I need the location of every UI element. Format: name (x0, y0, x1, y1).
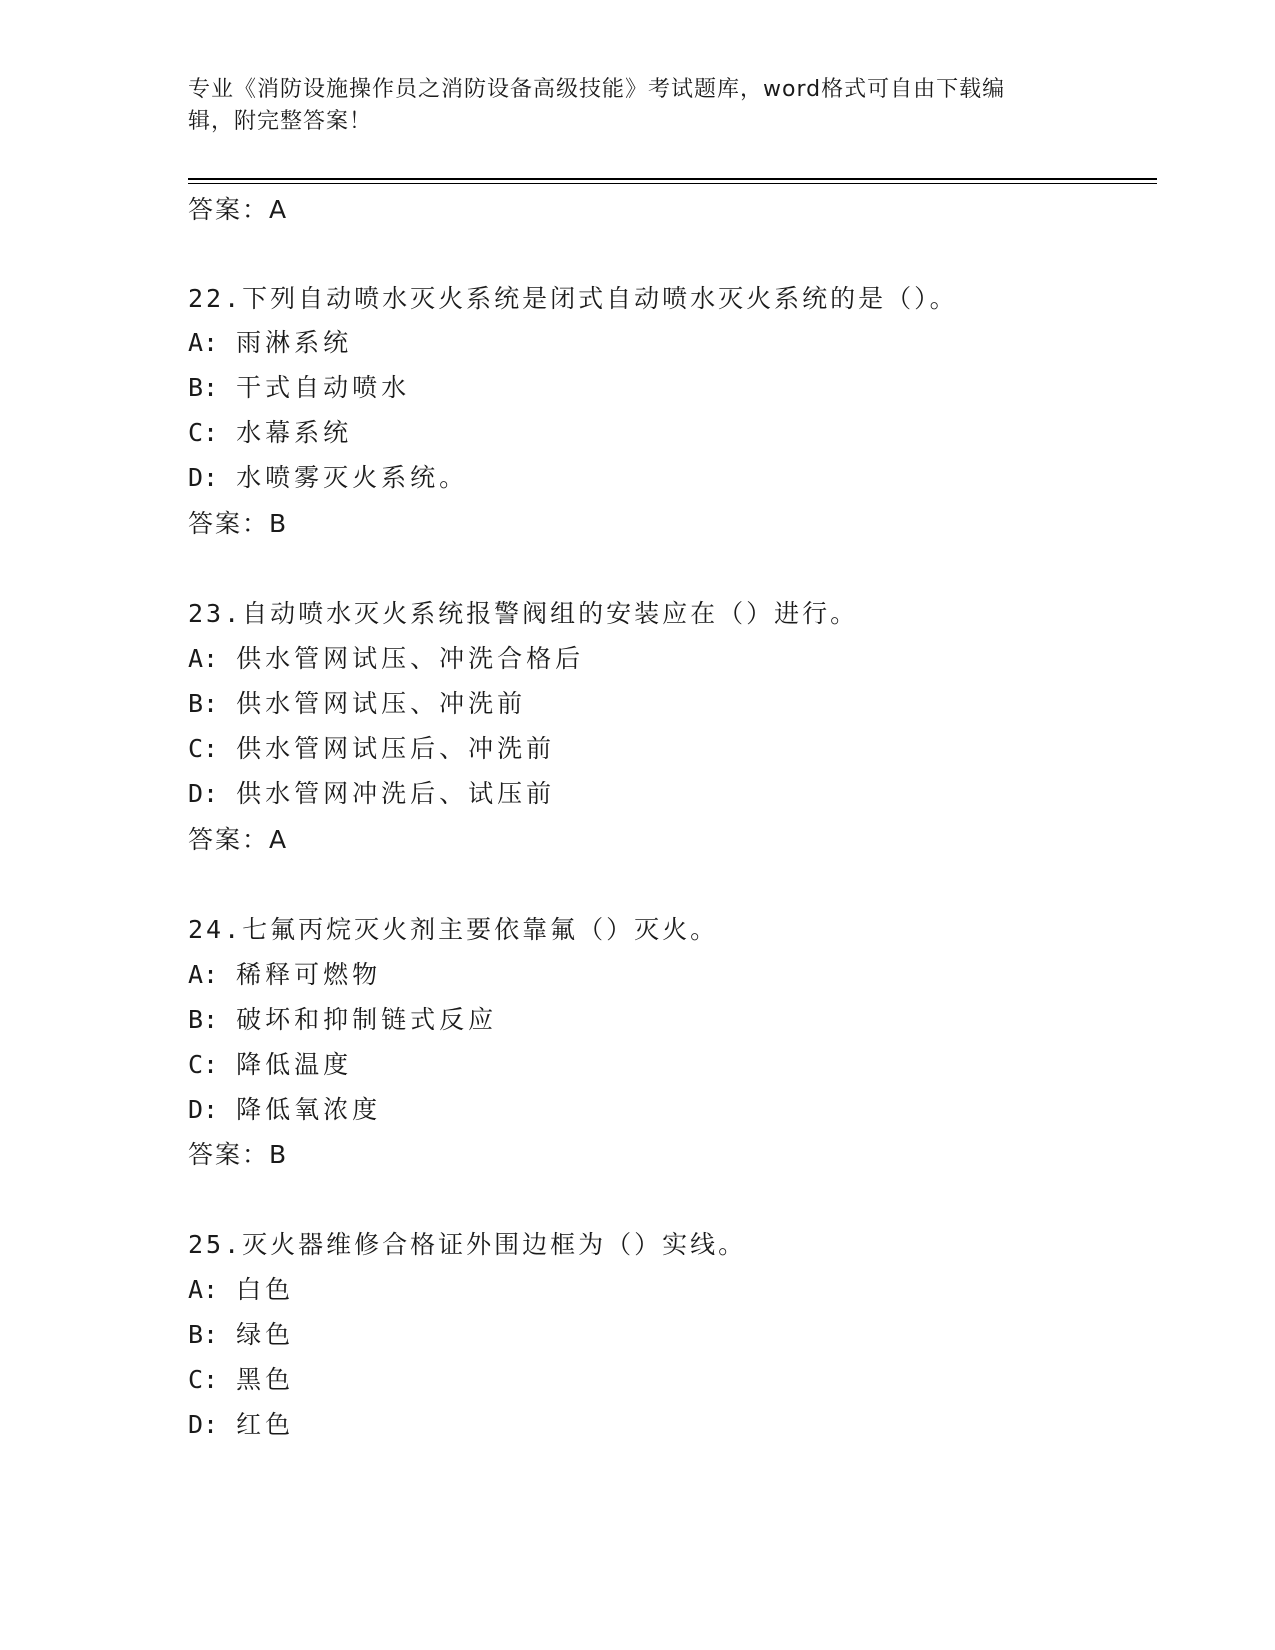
option-letter: C: (188, 1365, 219, 1394)
option-letter: B: (188, 1320, 219, 1349)
header-line-2: 辑，附完整答案！ (188, 109, 373, 134)
question-23-stem: 23.自动喷水灭火系统报警阀组的安装应在（）进行。 (188, 599, 859, 628)
question-25-stem: 25.灭火器维修合格证外围边框为（）实线。 (188, 1230, 747, 1259)
question-25-option-d (188, 1408, 294, 1442)
question-24-option-c (188, 1048, 352, 1082)
option-text: 破坏和抑制链式反应 (236, 1005, 498, 1034)
question-22-answer: 答案：B (188, 509, 289, 538)
option-text: 绿色 (236, 1320, 295, 1349)
option-letter: B: (188, 689, 219, 718)
option-text: 降低氧浓度 (236, 1095, 382, 1124)
option-text: 水幕系统 (236, 418, 353, 447)
option-letter: A: (188, 1275, 219, 1304)
option-text: 降低温度 (236, 1050, 353, 1079)
option-letter: A: (188, 328, 219, 357)
question-24-option-d (188, 1093, 381, 1127)
question-24-option-a (188, 958, 381, 992)
document-header (188, 74, 1068, 138)
option-text: 黑色 (236, 1365, 295, 1394)
question-22-option-d (188, 461, 468, 495)
option-text: 水喷雾灭火系统。 (236, 463, 469, 492)
question-24-option-b (188, 1003, 497, 1037)
option-letter: C: (188, 1050, 219, 1079)
option-letter: A: (188, 960, 219, 989)
option-text: 供水管网试压后、冲洗前 (236, 734, 556, 763)
option-letter: D: (188, 779, 219, 808)
option-text: 红色 (236, 1410, 295, 1439)
option-letter: C: (188, 734, 219, 763)
question-25-option-c (188, 1363, 294, 1397)
option-letter: B: (188, 1005, 219, 1034)
option-text: 稀释可燃物 (236, 960, 382, 989)
option-letter: D: (188, 1095, 219, 1124)
option-letter: D: (188, 463, 219, 492)
question-22-option-a (188, 326, 352, 360)
question-22-option-b (188, 371, 410, 405)
option-text: 雨淋系统 (236, 328, 353, 357)
option-letter: A: (188, 644, 219, 673)
option-letter: B: (188, 373, 219, 402)
question-25-option-b (188, 1318, 294, 1352)
option-text: 白色 (236, 1275, 295, 1304)
question-24-answer: 答案：B (188, 1140, 289, 1169)
option-text: 干式自动喷水 (236, 373, 411, 402)
question-23-option-c (188, 732, 555, 766)
question-22-option-c (188, 416, 352, 450)
question-23-option-d (188, 777, 555, 811)
option-text: 供水管网冲洗后、试压前 (236, 779, 556, 808)
header-divider-thin (188, 183, 1157, 184)
option-text: 供水管网试压、冲洗合格后 (236, 644, 585, 673)
option-letter: C: (188, 418, 219, 447)
question-23-option-a (188, 642, 584, 676)
option-text: 供水管网试压、冲洗前 (236, 689, 527, 718)
answer-line: 答案：A (188, 195, 289, 224)
question-24-stem: 24.七氟丙烷灭火剂主要依靠氟（）灭火。 (188, 915, 719, 944)
header-divider-thick (188, 178, 1157, 180)
question-23-answer: 答案：A (188, 825, 289, 854)
question-22-stem: 22.下列自动喷水灭火系统是闭式自动喷水灭火系统的是（）。 (188, 284, 958, 313)
question-25-option-a (188, 1273, 294, 1307)
question-23-option-b (188, 687, 526, 721)
option-letter: D: (188, 1410, 219, 1439)
header-line-1: 专业《消防设施操作员之消防设备高级技能》考试题库，word格式可自由下载编 (188, 77, 1006, 102)
